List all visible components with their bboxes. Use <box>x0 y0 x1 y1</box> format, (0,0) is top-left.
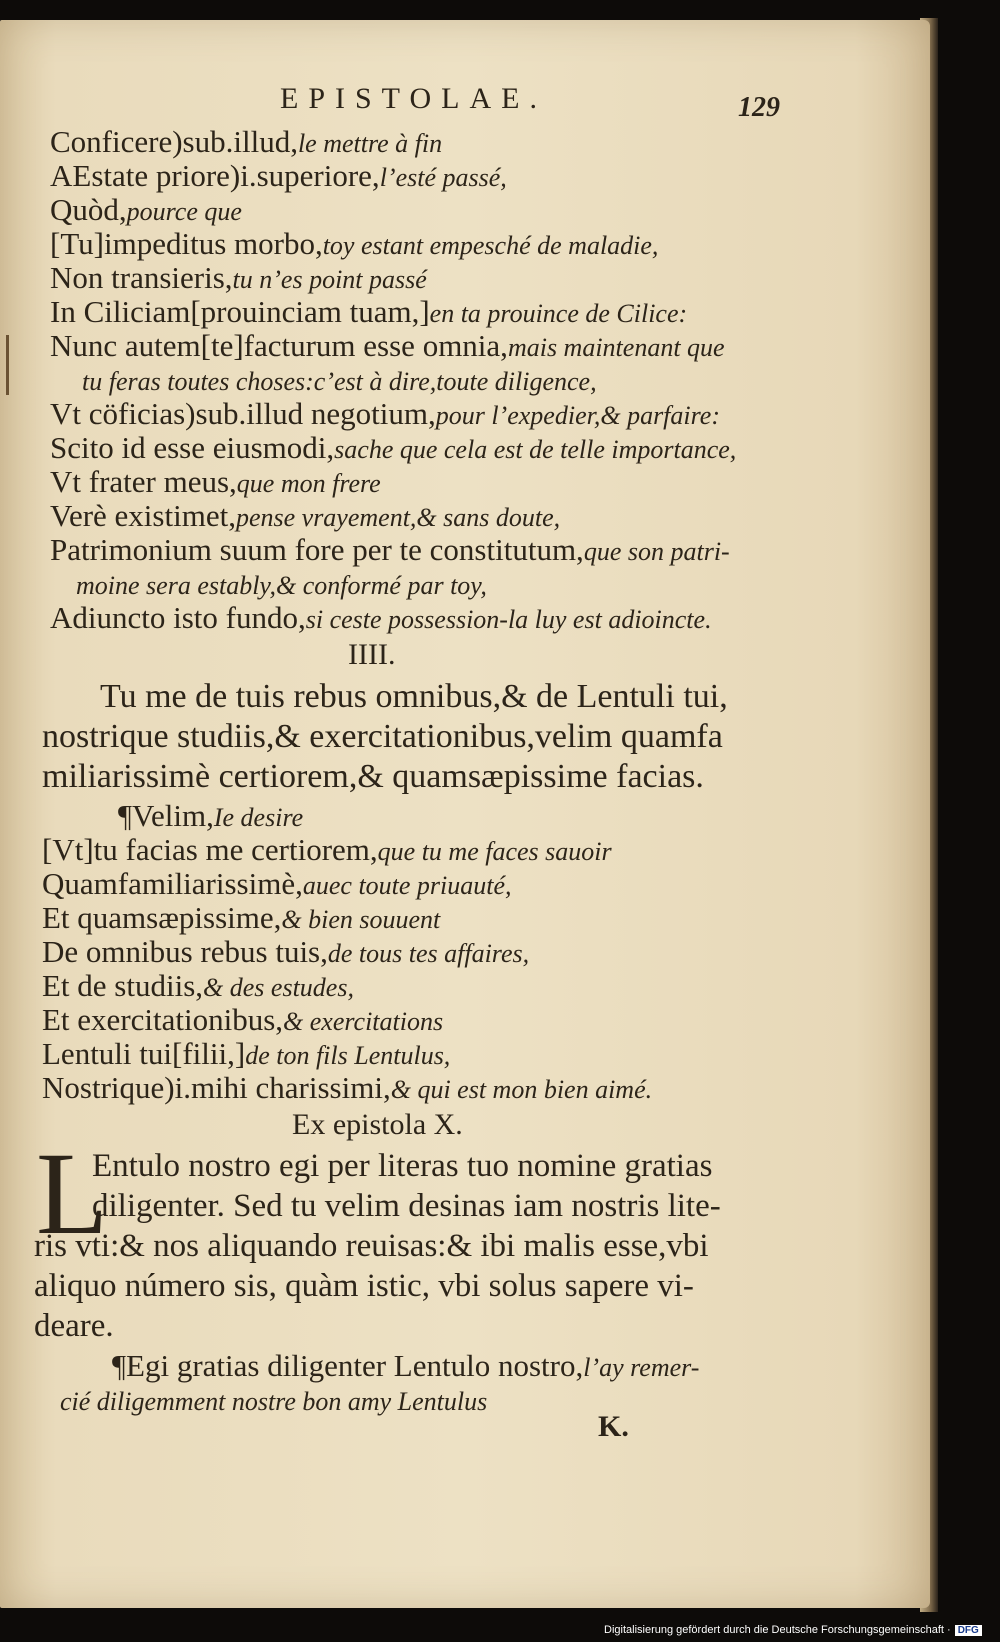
gloss-line: moine sera estably,& conformé par toy, <box>76 571 487 600</box>
drop-cap: L <box>36 1128 109 1259</box>
dfg-logo: DFG <box>955 1625 982 1636</box>
gloss-line: [Tu]impeditus morbo,toy estant empesché de maladie, <box>50 226 659 261</box>
gloss-line: Vt frater meus,que mon frere <box>50 464 381 499</box>
passage-line: deare. <box>34 1308 114 1344</box>
gloss-line: Et de studiis,& des estudes, <box>42 968 354 1003</box>
credit-text: Digitalisierung gefördert durch die Deutsche Forschungsgemeinschaft · <box>604 1624 951 1636</box>
gloss-line: Non transieris,tu n’es point passé <box>50 260 427 295</box>
passage-line: ris vti:& nos aliquando reuisas:& ibi malis esse,vbi <box>34 1228 709 1264</box>
gloss-line: Nostrique)i.mihi charissimi,& qui est mon bien aimé. <box>42 1070 653 1105</box>
section-heading: Ex epistola X. <box>292 1108 463 1141</box>
passage-line: Entulo nostro egi per literas tuo nomine gratias <box>92 1148 713 1184</box>
passage-line: aliquo número sis, quàm istic, vbi solus sapere vi- <box>34 1268 694 1304</box>
gloss-line: Scito id esse eiusmodi,sache que cela est de telle importance, <box>50 430 737 465</box>
gloss-line: tu feras toutes choses:c’est à dire,toute diligence, <box>82 367 597 396</box>
gloss-line: Quòd,pource que <box>50 192 242 227</box>
gloss-line: AEstate priore)i.superiore,l’esté passé, <box>50 158 507 193</box>
gloss-line: [Vt]tu facias me certiorem,que tu me faces sauoir <box>42 832 612 867</box>
gloss-line: Conficere)sub.illud,le mettre à fin <box>50 124 443 159</box>
gloss-line: Patrimonium suum fore per te constitutum,que son patri- <box>50 532 730 567</box>
gloss-line: Et quamsæpissime,& bien souuent <box>42 900 441 935</box>
gloss-line: In Ciliciam[prouinciam tuam,]en ta prouince de Cilice: <box>50 294 688 329</box>
gloss-line: De omnibus rebus tuis,de tous tes affaires, <box>42 934 530 969</box>
passage-line: nostrique studiis,& exercitationibus,velim quamfa <box>42 718 723 755</box>
digitization-credit <box>604 1624 982 1636</box>
passage-line: miliarissimè certiorem,& quamsæpissime facias. <box>42 758 704 795</box>
gloss-line: Adiuncto isto fundo,si ceste possession-la luy est adioincte. <box>50 600 712 635</box>
gloss-line: Verè existimet,pense vrayement,& sans doute, <box>50 498 561 533</box>
passage-line: Tu me de tuis rebus omnibus,& de Lentuli tui, <box>100 678 728 715</box>
gloss-line: cié diligemment nostre bon amy Lentulus <box>60 1387 488 1416</box>
passage-line: diligenter. Sed tu velim desinas iam nostris lite- <box>92 1188 721 1224</box>
gutter-mark <box>6 335 9 395</box>
gloss-line: Vt cöficias)sub.illud negotium,pour l’expedier,& parfaire: <box>50 396 720 431</box>
gloss-line: ¶Velim,Ie desire <box>118 798 304 833</box>
gloss-line: Nunc autem[te]facturum esse omnia,mais maintenant que <box>50 328 725 363</box>
gloss-line: ¶Egi gratias diligenter Lentulo nostro,l’ay remer- <box>112 1348 700 1383</box>
folio-number: 129 <box>738 92 780 123</box>
gloss-line: Lentuli tui[filii,]de ton fils Lentulus, <box>42 1036 451 1071</box>
gloss-line: Quamfamiliarissimè,auec toute priuauté, <box>42 866 512 901</box>
section-number: IIII. <box>348 638 396 671</box>
catchword: K. <box>598 1410 629 1443</box>
running-header: EPISTOLAE. <box>280 82 547 115</box>
gloss-line: Et exercitationibus,& exercitations <box>42 1002 444 1037</box>
